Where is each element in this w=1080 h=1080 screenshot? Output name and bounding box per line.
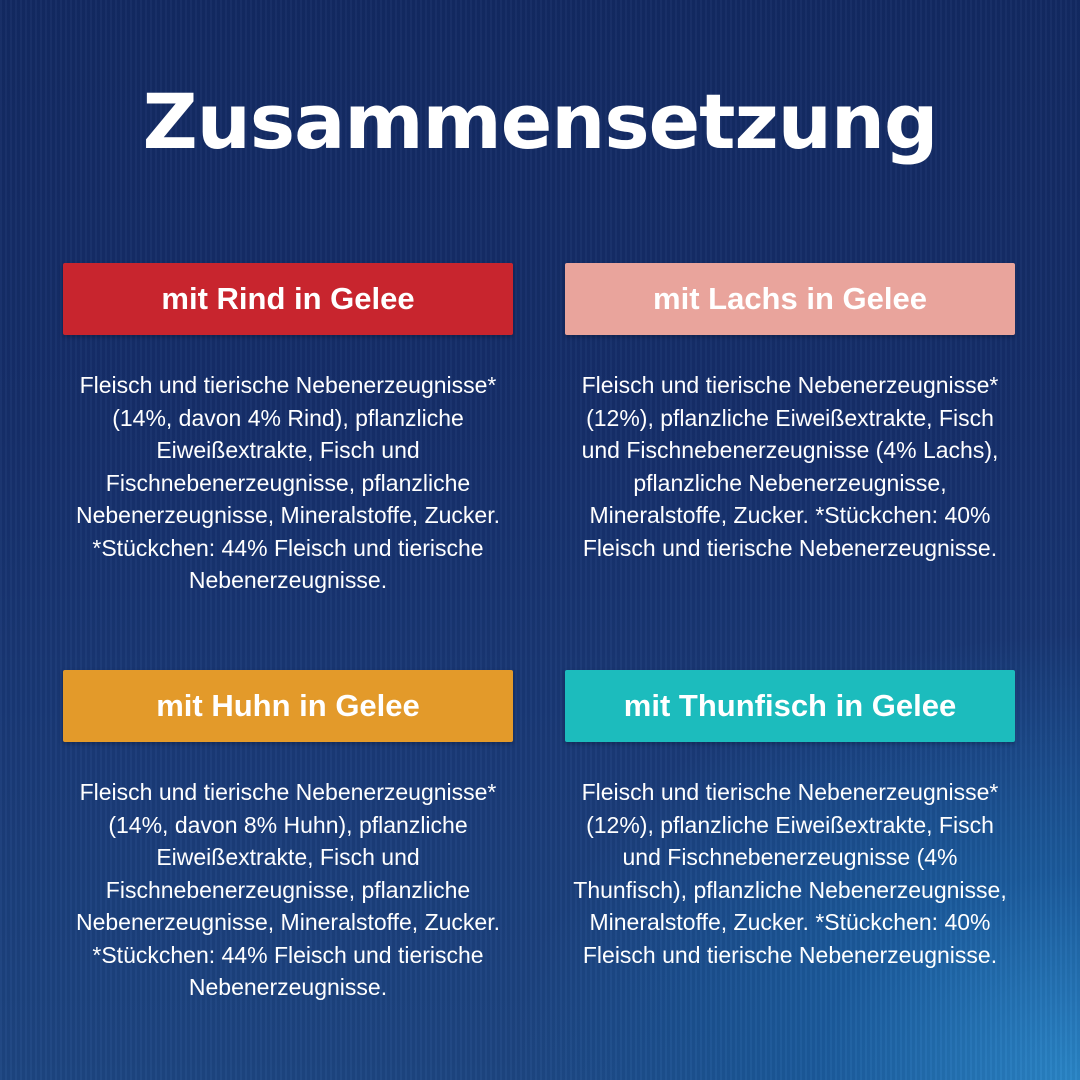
card-rind <box>63 263 513 597</box>
card-text-lachs: Fleisch und tierische Nebenerzeugnisse* (12%), pflanzliche Eiweißextrakte, Fisch und Fischnebenerzeugnisse (4% Lachs), pflanzliche Nebenerzeugnisse, Mineralstoffe, Zucker. *Stückchen: 40% Fleisch und tierische Nebenerzeugnisse. <box>581 372 999 561</box>
card-thunfisch <box>565 670 1015 971</box>
card-header-rind: mit Rind in Gelee <box>63 263 513 335</box>
card-huhn <box>63 670 513 1004</box>
card-text-huhn: Fleisch und tierische Nebenerzeugnisse* (14%, davon 8% Huhn), pflanzliche Eiweißextrakte, Fisch und Fischnebenerzeugnisse, pflanzliche Nebenerzeugnisse, Mineralstoffe, Zucker. *Stückchen: 44% Fleisch und tierische Nebenerzeugnisse. <box>75 779 501 1000</box>
card-text-rind: Fleisch und tierische Nebenerzeugnisse* (14%, davon 4% Rind), pflanzliche Eiweißextrakte, Fisch und Fischnebenerzeugnisse, pflanzliche Nebenerzeugnisse, Mineralstoffe, Zucker. *Stückchen: 44% Fleisch und tierische Nebenerzeugnisse. <box>75 372 501 593</box>
page-title: Zusammensetzung <box>142 77 938 166</box>
card-header-lachs: mit Lachs in Gelee <box>565 263 1015 335</box>
card-text-thunfisch: Fleisch und tierische Nebenerzeugnisse* (12%), pflanzliche Eiweißextrakte, Fisch und Fischnebenerzeugnisse (4% Thunfisch), pflanzliche Nebenerzeugnisse, Mineralstoffe, Zucker. *Stückchen: 40% Fleisch und tierische Nebenerzeugnisse. <box>573 779 1007 968</box>
card-header-thunfisch: mit Thunfisch in Gelee <box>565 670 1015 742</box>
card-lachs <box>565 263 1015 564</box>
card-header-huhn: mit Huhn in Gelee <box>63 670 513 742</box>
